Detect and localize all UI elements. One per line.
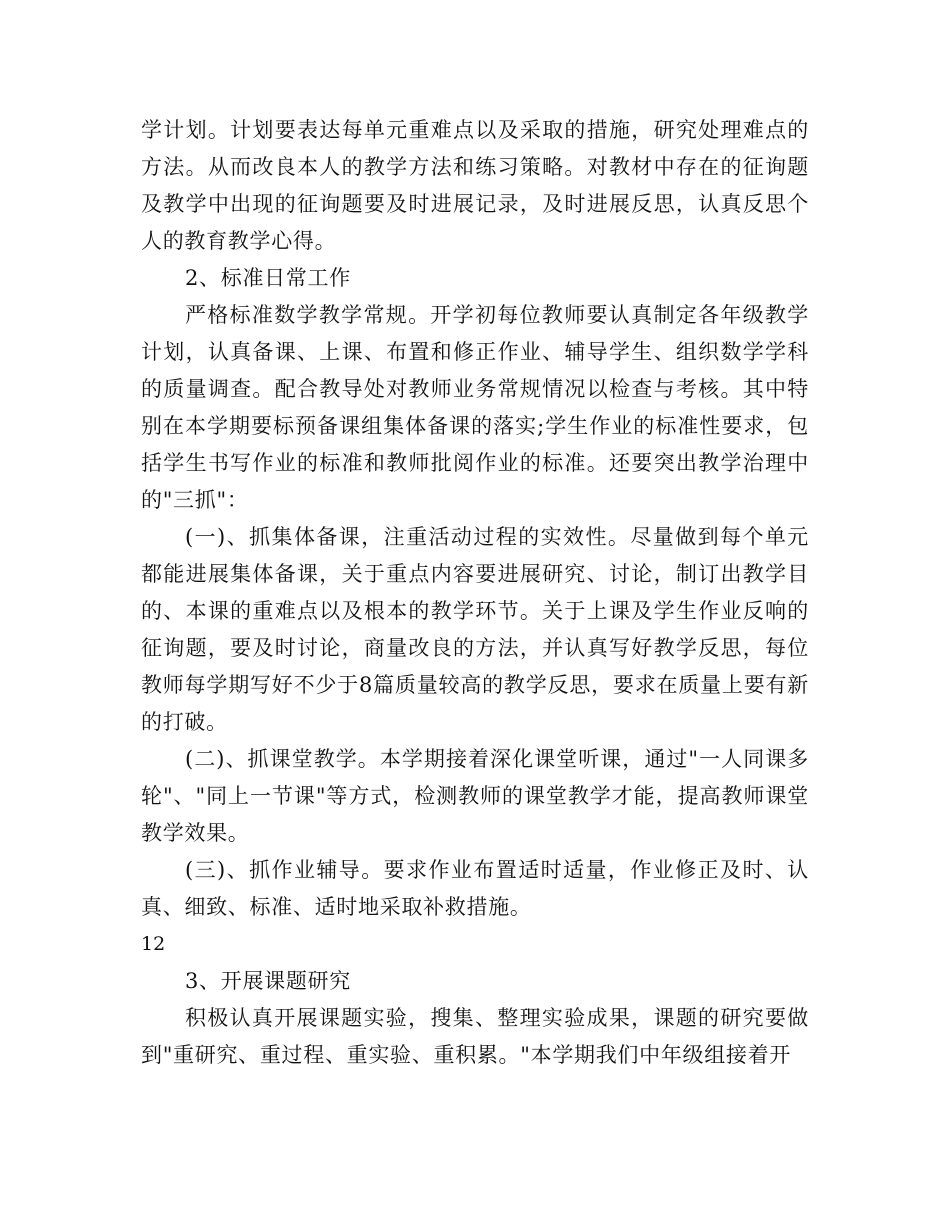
heading-standard-daily-work: 2、标准日常工作 (185, 266, 351, 290)
document-body (141, 112, 809, 1074)
paragraph-classroom-teaching: (二)、抓课堂教学。本学期接着深化课堂听课，通过"一人同课多轮"、"同上一节课"等方式，检测教师的课堂教学才能，提高教师课堂教学效果。 (141, 747, 809, 845)
paragraph-homework-tutoring: (三)、抓作业辅导。要求作业布置适时适量，作业修正及时、认真、细致、标准、适时地采取补救措施。 (141, 858, 809, 919)
paragraph-math-teaching-routine: 严格标准数学教学常规。开学初每位教师要认真制定各年级教学计划，认真备课、上课、布置和修正作业、辅导学生、组织数学学科的质量调查。配合教导处对教师业务常规情况以检查与考核。其中特别在本学期要标预备课组集体备课的落实;学生作业的标准性要求，包括学生书写作业的标准和教师批阅作业的标准。还要突出教学治理中的"三抓"： (141, 303, 809, 512)
paragraph-topic-research: 积极认真开展课题实验，搜集、整理实验成果，课题的研究要做到"重研究、重过程、重实验、重积累。"本学期我们中年级组接着开 (141, 1006, 809, 1067)
paragraph-collective-lesson-prep: (一)、抓集体备课，注重活动过程的实效性。尽量做到每个单元都能进展集体备课，关于重点内容要进展研究、讨论，制订出教学目的、本课的重难点以及根本的教学环节。关于上课及学生作业反响的征询题，要及时讨论，商量改良的方法，并认真写好教学反思，每位教师每学期写好不少于8篇质量较高的教学反思，要求在质量上要有新的打破。 (141, 525, 809, 734)
heading-topic-research: 3、开展课题研究 (185, 969, 351, 993)
paragraph-teaching-plan-continued: 学计划。计划要表达每单元重难点以及采取的措施，研究处理难点的方法。从而改良本人的教学方法和练习策略。对教材中存在的征询题及教学中出现的征询题要及时进展记录，及时进展反思，认真反思个人的教育教学心得。 (141, 118, 809, 253)
page-number: 12 (141, 933, 166, 955)
